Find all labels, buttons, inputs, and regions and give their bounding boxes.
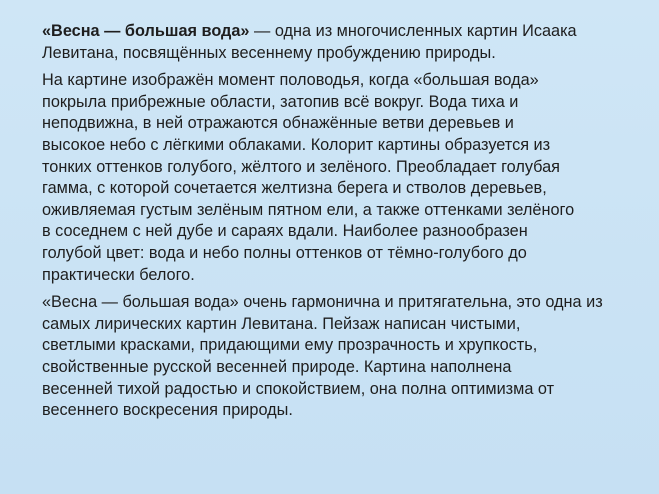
paragraph-intro-text: — одна из многочисленных картин Исаака Левитана, посвящённых весеннему пробуждению природы. xyxy=(42,22,577,62)
paragraph-intro xyxy=(42,21,642,64)
paragraph-conclusion: «Весна — большая вода» очень гармонична и притягательна, это одна из самых лирических картин Левитана. Пейзаж написан чистыми, светлыми красками, придающими ему прозрачность и хрупкость, свойственные русской весенней природе. Картина наполнена весенней тихой радостью и спокойствием, она полна оптимизма от весеннего воскресения природы. xyxy=(42,293,603,420)
paragraph-description: На картине изображён момент половодья, когда «большая вода» покрыла прибрежные области, затопив всё вокруг. Вода тиха и неподвижна, в ней отражаются обнажённые ветви деревьев и высокое небо с лёгкими облаками. Колорит картины образуется из тонких оттенков голубого, жёлтого и зелёного. Преобладает голубая гамма, с которой сочетается желтизна берега и стволов деревьев, оживляемая густым зелёным пятном ели, а также оттенками зелёного в соседнем с ней дубе и сараях вдали. Наиболее разнообразен голубой цвет: вода и небо полны оттенков от тёмно-голубого до практически белого. xyxy=(42,71,575,284)
text-block xyxy=(42,21,642,428)
painting-title: «Весна — большая вода» xyxy=(42,22,250,40)
